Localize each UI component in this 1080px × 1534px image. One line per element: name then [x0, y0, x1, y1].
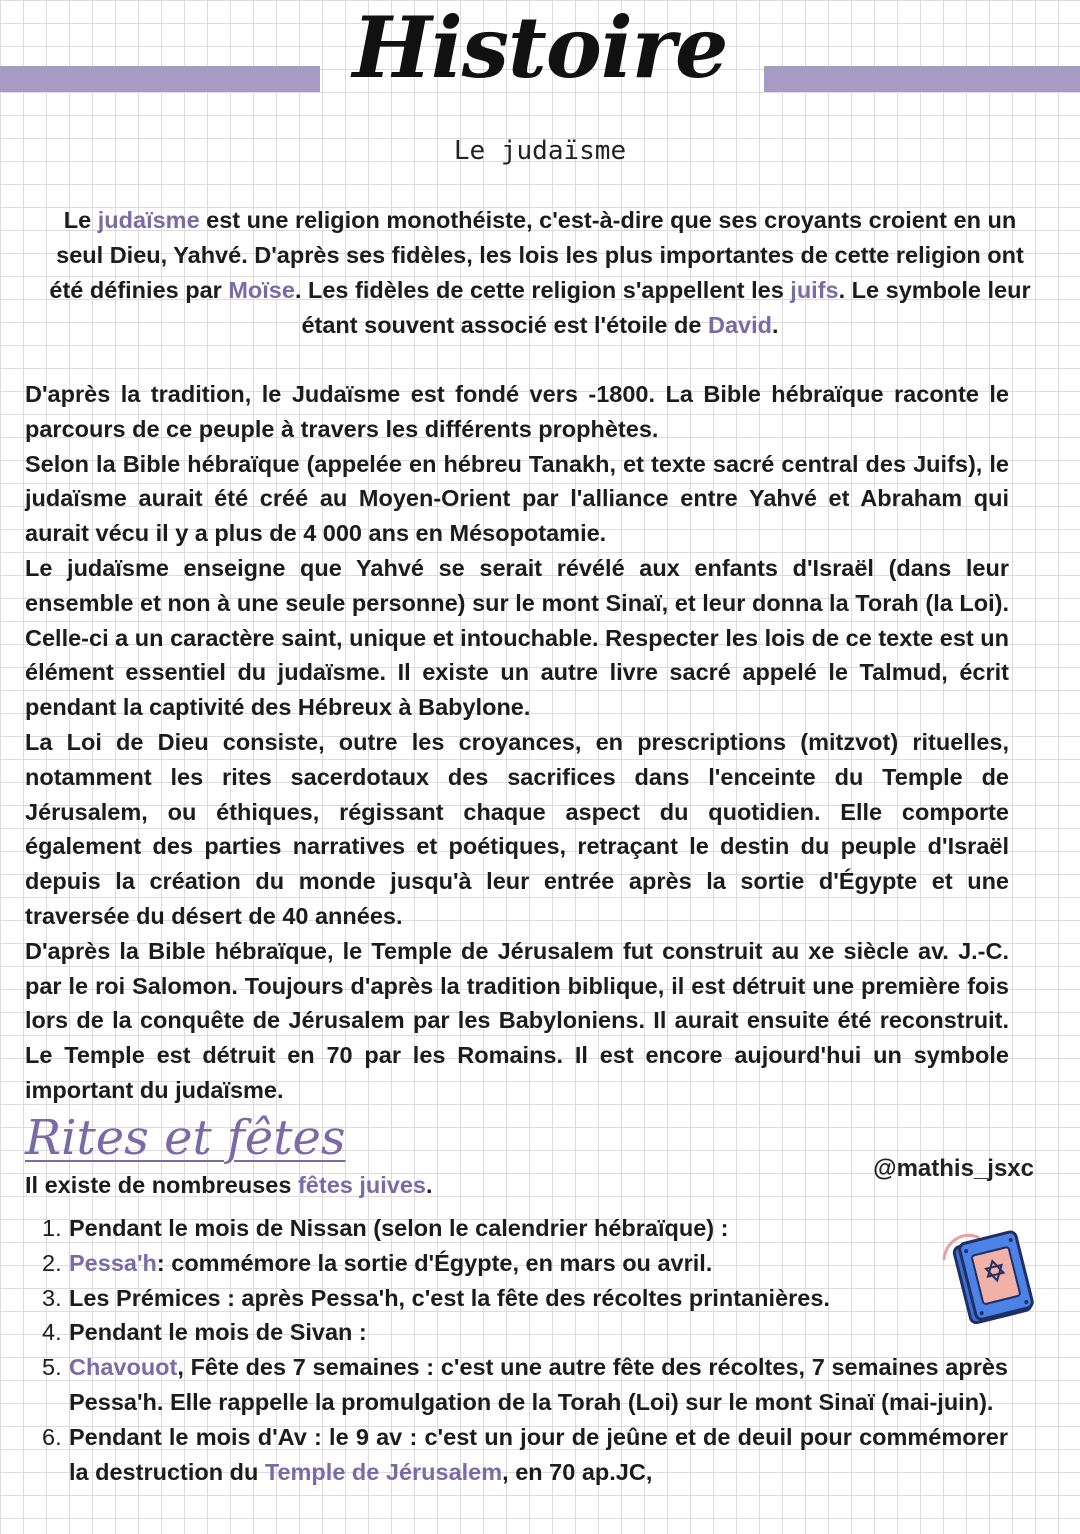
highlighted-term: David	[708, 312, 772, 338]
highlighted-term: fêtes juives	[297, 1172, 426, 1198]
list-item	[42, 1211, 1008, 1246]
section-title: Rites et fêtes	[25, 1110, 346, 1166]
author-handle: @mathis_jsxc	[873, 1155, 1034, 1182]
list-item	[42, 1315, 1008, 1350]
list-item	[42, 1350, 1008, 1420]
text-run: , Fête des 7 semaines : c'est une autre fête des récoltes, 7 semaines après Pessa'h. Elle rappelle la promulgation de la Torah (Loi) sur le mont Sinaï (mai-juin).	[69, 1354, 1008, 1415]
text-run: Il existe de nombreuses	[25, 1172, 298, 1198]
paragraph-temple: D'après la Bible hébraïque, le Temple de Jérusalem fut construit au xe siècle av. J.-C. par le roi Salomon. Toujours d'après la tradition biblique, il est détruit une première fois lors de la conquête de Jérusalem par les Babyloniens. Il aurait ensuite été reconstruit. Le Temple est détruit en 70 par les Romains. Il est encore aujourd'hui un symbole important du judaïsme.	[25, 937, 1009, 1103]
main-text	[25, 377, 1009, 1108]
list-number: 3.	[42, 1284, 62, 1311]
page-title: Histoire	[352, 0, 728, 97]
highlighted-term: Chavouot	[69, 1354, 178, 1381]
text-run: Pendant le mois de Sivan :	[69, 1319, 367, 1346]
list-number: 2.	[42, 1249, 62, 1276]
text-run: .	[772, 312, 779, 338]
list-text	[69, 1315, 1008, 1350]
intro-paragraph	[40, 203, 1040, 343]
list-item	[42, 1246, 1008, 1281]
text-run: : commémore la sortie d'Égypte, en mars ou avril.	[156, 1249, 713, 1276]
page-subtitle: Le judaïsme	[453, 136, 627, 166]
list-number: 1.	[42, 1215, 62, 1241]
list-item	[42, 1420, 1008, 1490]
torah-book-icon	[940, 1225, 1040, 1325]
text-run: .	[426, 1172, 433, 1198]
list-number: 5.	[42, 1354, 62, 1381]
header-bar-right	[764, 66, 1080, 92]
highlighted-term: Pessa'h	[69, 1249, 157, 1276]
list-item	[42, 1281, 1008, 1316]
list-number: 6.	[42, 1423, 62, 1450]
text-run: . Le symbole leur étant souvent associé est l'étoile de	[301, 277, 1031, 338]
highlighted-term: Temple de Jérusalem	[264, 1458, 503, 1485]
paragraph-tanakh: Selon la Bible hébraïque (appelée en hébreu Tanakh, et texte sacré central des Juifs), le judaïsme aurait été créé au Moyen-Orient par l'alliance entre Yahvé et Abraham qui aurait vécu il y a plus de 4 000 ans en Mésopotamie.	[25, 450, 1009, 547]
section-lead	[25, 1168, 433, 1202]
text-run: Pendant le mois d'Av : le 9 av : c'est un jour de jeûne et de deuil pour commémorer la destruction du	[69, 1423, 1008, 1485]
list-text	[69, 1211, 1008, 1246]
highlighted-term: juifs	[790, 277, 839, 303]
highlighted-term: judaïsme	[97, 207, 200, 233]
text-run: . Les fidèles de cette religion s'appellent les	[294, 277, 791, 303]
list-text	[69, 1246, 1008, 1281]
list-number: 4.	[42, 1319, 62, 1346]
paragraph-law: La Loi de Dieu consiste, outre les croyances, en prescriptions (mitzvot) rituelles, notamment les rites sacerdotaux des sacrifices dans l'enceinte du Temple de Jérusalem, ou éthiques, régissant chaque aspect du quotidien. Elle comporte également des parties narratives et poétiques, retraçant le destin du peuple d'Israël depuis la création du monde jusqu'à leur entrée après la sortie d'Égypte et une traversée du désert de 40 années.	[25, 728, 1009, 929]
highlighted-term: Moïse	[228, 277, 295, 303]
text-run: est une religion monothéiste, c'est-à-dire que ses croyants croient en un seul Dieu, Yahvé. D'après ses fidèles, les lois les plus importantes de cette religion ont été définies par	[49, 207, 1024, 303]
list-text	[69, 1281, 1008, 1316]
text-run: Les Prémices : après Pessa'h, c'est la fête des récoltes printanières.	[69, 1284, 830, 1311]
festival-list	[42, 1211, 1008, 1489]
list-text	[69, 1350, 1008, 1420]
paragraph-origins: D'après la tradition, le Judaïsme est fondé vers -1800. La Bible hébraïque raconte le parcours de ce peuple à travers les différents prophètes.	[25, 381, 1009, 442]
text-run: , en 70 ap.JC,	[502, 1458, 653, 1485]
list-text	[69, 1420, 1008, 1490]
text-run: Le	[63, 207, 98, 233]
paragraph-torah: Le judaïsme enseigne que Yahvé se serait révélé aux enfants d'Israël (dans leur ensemble et non à une seule personne) sur le mont Sinaï, et leur donna la Torah (la Loi). Celle-ci a un caractère saint, unique et intouchable. Respecter les lois de ce texte est un élément essentiel du judaïsme. Il existe un autre livre sacré appelé le Talmud, écrit pendant la captivité des Hébreux à Babylone.	[25, 554, 1009, 721]
header-bar-left	[0, 66, 320, 92]
text-run: Pendant le mois de Nissan (selon le calendrier hébraïque) :	[69, 1215, 729, 1241]
